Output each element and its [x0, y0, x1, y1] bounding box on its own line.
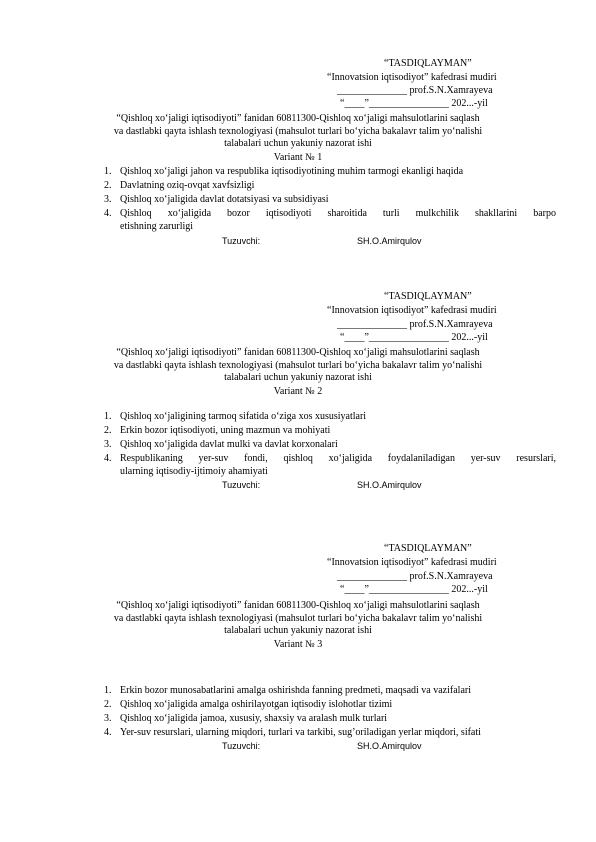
compiler-label: Tuzuvchi: — [222, 236, 261, 246]
question-text: Qishloq xo‘jaligida davlat dotatsiyasi va subsidiyasi — [120, 194, 329, 205]
question-text: Qishloq xo‘jaligining tarmoq sifatida o‘ziga xos xususiyatlari — [120, 411, 367, 422]
question-text: Qishloq xo‘jaligida jamoa, xususiy, shaxsiy va aralash mulk turlari — [120, 713, 388, 724]
question-number: 1. — [104, 685, 112, 696]
date-line: “____”________________ 202...-yil — [340, 332, 488, 343]
question-text: Qishloq xo‘jaligi jahon va respublika iqtisodiyotining muhim tarmogi ekanligi haqida — [120, 166, 464, 177]
signature-line: ______________ prof.S.N.Xamrayeva — [337, 319, 493, 330]
description-line-1: “Qishloq xo‘jaligi iqtisodiyoti” fanidan 60811300-Qishloq xo‘jaligi mahsulotlarini saqlash — [116, 113, 480, 124]
description-line-1: “Qishloq xo‘jaligi iqtisodiyoti” fanidan 60811300-Qishloq xo‘jaligi mahsulotlarini saqlash — [116, 347, 480, 358]
question-text: Qishloq xo‘jaligida bozor iqtisodiyoti sharoitida turli mulkchilik shakllarini barpo — [120, 208, 556, 219]
question-text: Davlatning oziq-ovqat xavfsizligi — [120, 180, 255, 191]
description-line-3: talabalari uchun yakuniy nazorat ishi — [224, 625, 372, 636]
question-text: Respublikaning yer-suv fondi, qishloq xo‘jaligida foydalaniladigan yer-suv resurslari, — [120, 453, 556, 464]
question-number: 2. — [104, 180, 112, 191]
description-line-2: va dastlabki qayta ishlash texnologiyasi (mahsulot turlari bo‘yicha bakalavr talim yo‘nalishi — [113, 613, 483, 624]
variant-label: Variant № 2 — [273, 386, 323, 397]
compiler-name: SH.O.Amirqulov — [357, 741, 422, 751]
question-text-continued: etishning zarurligi — [120, 221, 194, 232]
description-line-3: talabalari uchun yakuniy nazorat ishi — [224, 372, 372, 383]
description-line-3: talabalari uchun yakuniy nazorat ishi — [224, 138, 372, 149]
question-number: 2. — [104, 425, 112, 436]
question-number: 2. — [104, 699, 112, 710]
question-text: Yer-suv resurslari, ularning miqdori, turlari va tarkibi, sug’oriladigan yerlar miqdori, sifati — [120, 727, 481, 738]
date-line: “____”________________ 202...-yil — [340, 98, 488, 109]
date-line: “____”________________ 202...-yil — [340, 584, 488, 595]
description-line-2: va dastlabki qayta ishlash texnologiyasi (mahsulot turlari bo‘yicha bakalavr talim yo‘nalishi — [113, 360, 483, 371]
approval-title: “TASDIQLAYMAN” — [384, 58, 472, 69]
question-number: 4. — [104, 727, 112, 738]
question-number: 1. — [104, 411, 112, 422]
question-text: Erkin bozor munosabatlarini amalga oshirishda fanning predmeti, maqsadi va vazifalari — [120, 685, 471, 696]
question-text: Qishloq xo‘jaligida davlat mulki va davlat korxonalari — [120, 439, 338, 450]
question-number: 3. — [104, 713, 112, 724]
question-text-continued: ularning iqtisodiy-ijtimoiy ahamiyati — [120, 466, 268, 477]
question-number: 4. — [104, 208, 112, 219]
compiler-label: Tuzuvchi: — [222, 480, 261, 490]
department-line: “Innovatsion iqtisodiyot” kafedrasi mudiri — [327, 72, 497, 83]
signature-line: ______________ prof.S.N.Xamrayeva — [337, 571, 493, 582]
variant-label: Variant № 3 — [273, 639, 323, 650]
compiler-label: Tuzuvchi: — [222, 741, 261, 751]
compiler-name: SH.O.Amirqulov — [357, 236, 422, 246]
question-number: 1. — [104, 166, 112, 177]
question-number: 4. — [104, 453, 112, 464]
department-line: “Innovatsion iqtisodiyot” kafedrasi mudiri — [327, 305, 497, 316]
question-text: Erkin bozor iqtisodiyoti, uning mazmun va mohiyati — [120, 425, 331, 436]
approval-title: “TASDIQLAYMAN” — [384, 543, 472, 554]
department-line: “Innovatsion iqtisodiyot” kafedrasi mudiri — [327, 557, 497, 568]
compiler-name: SH.O.Amirqulov — [357, 480, 422, 490]
question-number: 3. — [104, 194, 112, 205]
description-line-1: “Qishloq xo‘jaligi iqtisodiyoti” fanidan 60811300-Qishloq xo‘jaligi mahsulotlarini saqlash — [116, 600, 480, 611]
approval-title: “TASDIQLAYMAN” — [384, 291, 472, 302]
variant-label: Variant № 1 — [273, 152, 323, 163]
signature-line: ______________ prof.S.N.Xamrayeva — [337, 85, 493, 96]
question-number: 3. — [104, 439, 112, 450]
description-line-2: va dastlabki qayta ishlash texnologiyasi (mahsulot turlari bo‘yicha bakalavr talim yo‘nalishi — [113, 126, 483, 137]
question-text: Qishloq xo‘jaligida amalga oshirilayotgan iqtisodiy islohotlar tizimi — [120, 699, 393, 710]
